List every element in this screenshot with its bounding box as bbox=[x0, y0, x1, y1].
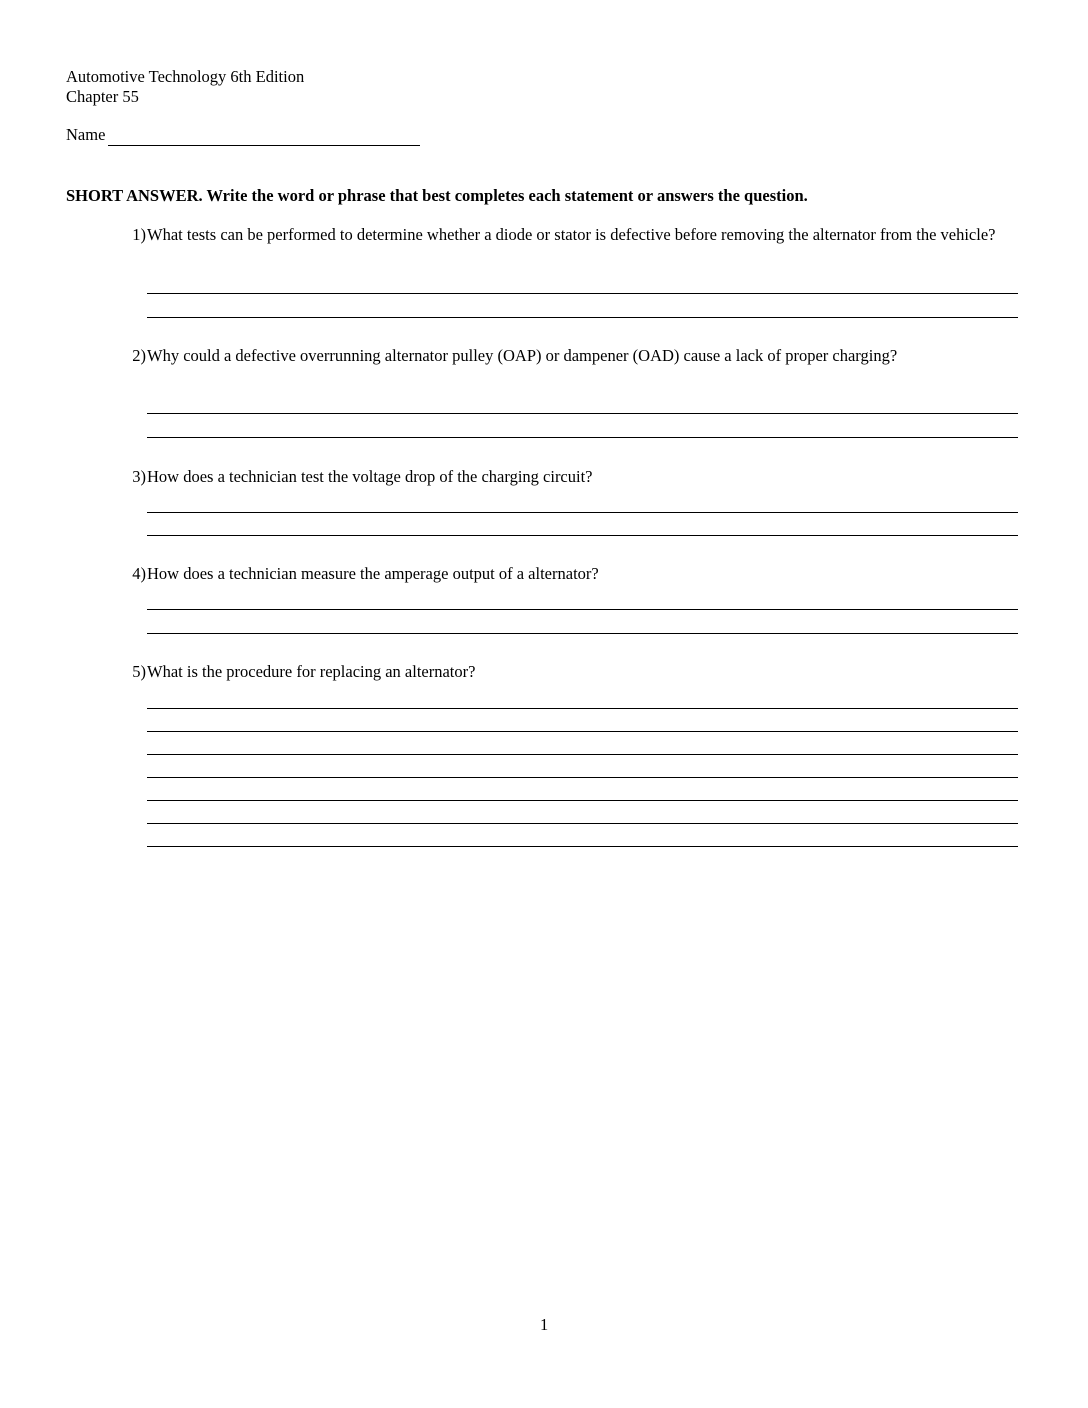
name-label: Name bbox=[66, 125, 106, 144]
question-number: 3) bbox=[132, 467, 146, 486]
name-field-line[interactable] bbox=[108, 145, 420, 146]
question-number: 4) bbox=[132, 564, 146, 583]
answer-line[interactable] bbox=[147, 708, 1018, 709]
answer-line[interactable] bbox=[147, 777, 1018, 778]
question-text: How does a technician test the voltage drop of the charging circuit? bbox=[147, 467, 593, 486]
question-text: Why could a defective overrunning alternator pulley (OAP) or dampener (OAD) cause a lack of proper charging? bbox=[147, 346, 898, 365]
question-number: 5) bbox=[132, 662, 146, 681]
answer-line[interactable] bbox=[147, 317, 1018, 318]
question-text: What is the procedure for replacing an alternator? bbox=[147, 662, 476, 681]
question-number: 1) bbox=[132, 225, 146, 244]
answer-line[interactable] bbox=[147, 609, 1018, 610]
answer-line[interactable] bbox=[147, 633, 1018, 634]
answer-line[interactable] bbox=[147, 535, 1018, 536]
answer-line[interactable] bbox=[147, 437, 1018, 438]
answer-line[interactable] bbox=[147, 293, 1018, 294]
answer-line[interactable] bbox=[147, 800, 1018, 801]
question-text: What tests can be performed to determine whether a diode or stator is defective before removing the alternator from the vehicle? bbox=[147, 225, 996, 244]
answer-line[interactable] bbox=[147, 413, 1018, 414]
question-number: 2) bbox=[132, 346, 146, 365]
answer-line[interactable] bbox=[147, 823, 1018, 824]
chapter-label: Chapter 55 bbox=[66, 87, 139, 106]
book-title: Automotive Technology 6th Edition bbox=[66, 67, 305, 86]
instructions: SHORT ANSWER. Write the word or phrase that best completes each statement or answers the question. bbox=[66, 186, 808, 205]
question-text: How does a technician measure the amperage output of a alternator? bbox=[147, 564, 599, 583]
answer-line[interactable] bbox=[147, 731, 1018, 732]
answer-line[interactable] bbox=[147, 846, 1018, 847]
answer-line[interactable] bbox=[147, 512, 1018, 513]
page-number: 1 bbox=[540, 1315, 549, 1334]
answer-line[interactable] bbox=[147, 754, 1018, 755]
